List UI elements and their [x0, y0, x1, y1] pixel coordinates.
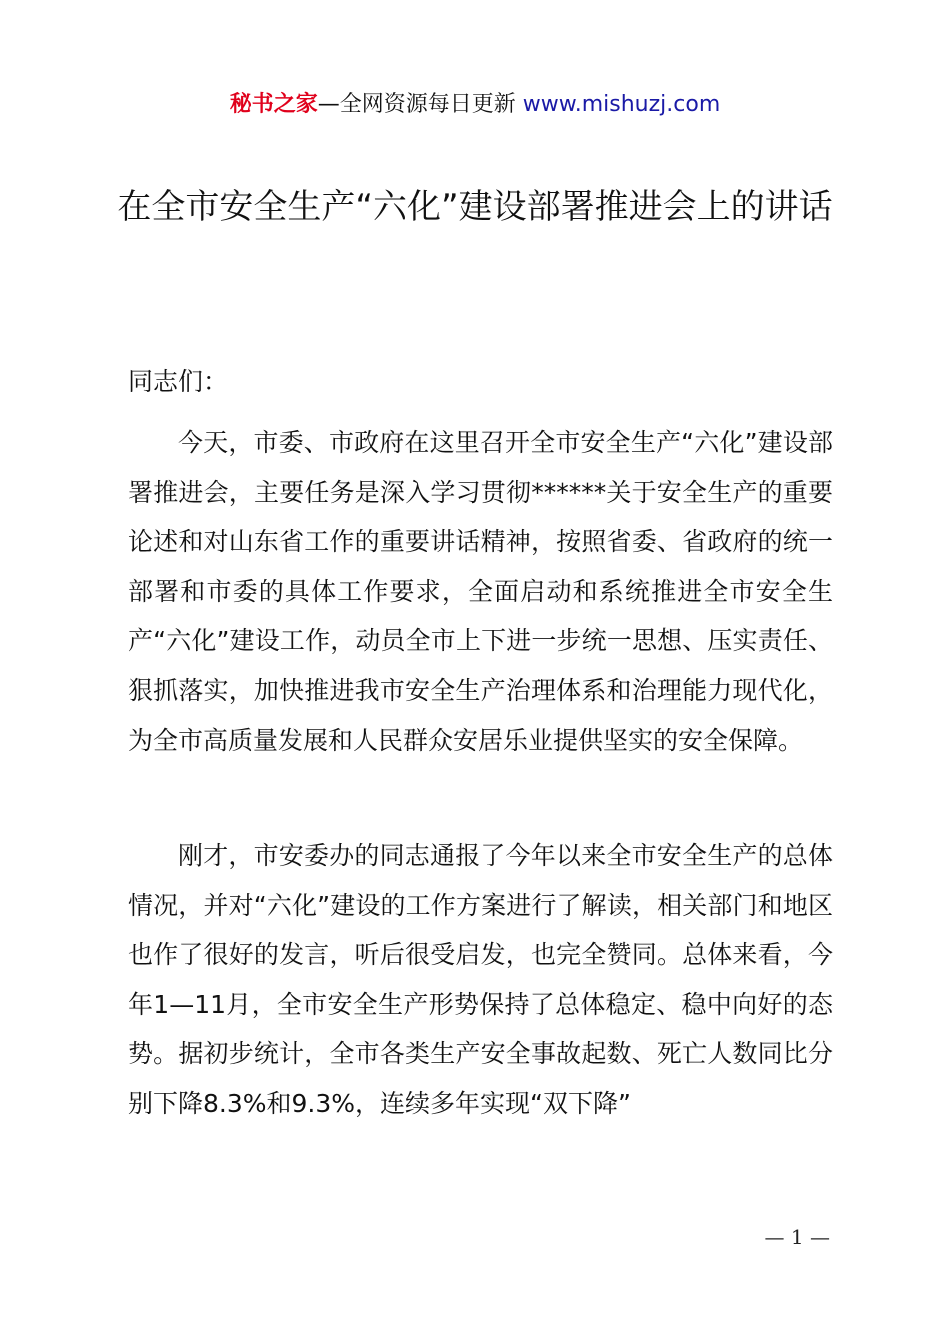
paragraph-1: 今天，市委、市政府在这里召开全市安全生产“六化”建设部署推进会，主要任务是深入学习贯彻******关于安全生产的重要论述和对山东省工作的重要讲话精神，按照省委、省政府的统一部署和市委的具体工作要求，全面启动和系统推进全市安全生产“六化”建设工作，动员全市上下进一步统一思想、压实责任、狠抓落实，加快推进我市安全生产治理体系和治理能力现代化，为全市高质量发展和人民群众安居乐业提供坚实的安全保障。: [128, 428, 833, 755]
page-number: — 1 —: [764, 1225, 830, 1249]
site-brand: 秘书之家: [229, 92, 318, 117]
paragraph-2: 刚才，市安委办的同志通报了今年以来全市安全生产的总体情况，并对“六化”建设的工作方案进行了解读，相关部门和地区也作了很好的发言，听后很受启发，也完全赞同。总体来看，今年1—11月，全市安全生产形势保持了总体稳定、稳中向好的态势。据初步统计，全市各类生产安全事故起数、死亡人数同比分别下降8.3%和9.3%，连续多年实现“双下降”: [128, 841, 833, 1118]
site-url-link[interactable]: www.mishuzj.com: [522, 92, 721, 117]
site-tagline: —全网资源每日更新: [317, 92, 516, 117]
greeting: 同志们：: [128, 367, 229, 396]
site-header: [0, 88, 950, 122]
document-title: 在全市安全生产“六化”建设部署推进会上的讲话: [117, 187, 833, 227]
